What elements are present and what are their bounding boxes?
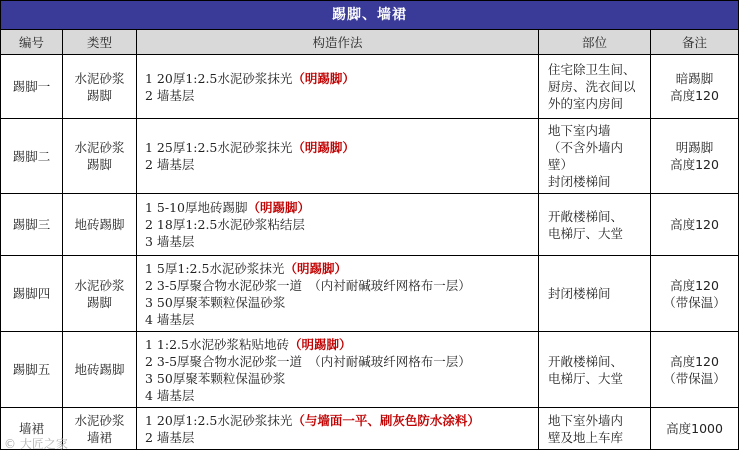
method-step (145, 233, 538, 250)
location-line: 电梯厅、大堂 (548, 370, 624, 386)
method-step (145, 199, 538, 216)
location-line: 开敞楼梯间、 (548, 353, 624, 369)
row-location (539, 408, 651, 450)
row-remark (651, 332, 739, 408)
row-type-line: 地砖踢脚 (74, 217, 125, 232)
row-type-line: 水泥砂浆 (74, 140, 125, 155)
location-line: 地下室内墙 (548, 123, 611, 138)
method-step-text: 2 墙基层 (145, 87, 195, 103)
table-row (1, 408, 739, 450)
method-step-text: 1 25厚1:2.5水泥砂浆抹光 (145, 140, 293, 155)
row-location (539, 55, 651, 119)
method-step-text: 2 18厚1:2.5水泥砂浆粘结层 (145, 217, 305, 232)
method-step-text: 2 墙基层 (145, 429, 195, 445)
method-step (145, 216, 538, 233)
row-remark (651, 55, 739, 119)
row-method (137, 194, 539, 256)
method-step (145, 387, 538, 404)
row-method (137, 332, 539, 408)
row-type-line: 踢脚 (86, 87, 112, 103)
row-code: 踢脚三 (1, 194, 63, 256)
row-location (539, 256, 651, 332)
method-step (145, 370, 538, 387)
method-step-text: 1 5-10厚地砖踢脚 (145, 200, 248, 215)
row-type (63, 55, 137, 119)
header-type: 类型 (63, 30, 137, 55)
header-remark: 备注 (651, 30, 739, 55)
method-step-note: （明踢脚） (284, 260, 347, 276)
row-location (539, 332, 651, 408)
method-step-text: 2 3-5厚聚合物水泥砂浆一道 （内衬耐碱玻纤网格布一层） (145, 353, 471, 369)
method-step-text: 4 墙基层 (145, 387, 195, 403)
method-step (145, 429, 538, 446)
table-body (1, 55, 739, 450)
method-step (145, 311, 538, 328)
row-type-line: 墙裙 (86, 429, 112, 445)
method-step-note: （明踢脚） (247, 200, 311, 215)
row-type (63, 408, 137, 450)
location-line: 封闭楼梯间 (548, 286, 611, 301)
row-type-line: 水泥砂浆 (74, 277, 125, 293)
remark-line: （带保温） (663, 294, 726, 310)
method-step (145, 260, 538, 277)
location-line: 开敞楼梯间、 (548, 208, 624, 224)
row-code: 踢脚二 (1, 119, 63, 194)
method-step-text: 4 墙基层 (145, 311, 195, 327)
location-line: （不含外墙内 (548, 140, 624, 155)
row-location (539, 119, 651, 194)
method-step-text: 3 50厚聚苯颗粒保温砂浆 (145, 294, 286, 310)
row-method (137, 408, 539, 450)
method-step (145, 294, 538, 311)
header-code: 编号 (1, 30, 63, 55)
method-step (145, 156, 538, 173)
method-step (145, 139, 538, 156)
method-step-text: 2 3-5厚聚合物水泥砂浆一道 （内衬耐碱玻纤网格布一层） (145, 277, 471, 293)
remark-line: 高度120 (670, 353, 719, 369)
remark-line: （带保温） (663, 370, 726, 386)
remark-line: 明踢脚 (675, 140, 714, 155)
row-type-line: 水泥砂浆 (74, 412, 125, 428)
header-location: 部位 (539, 30, 651, 55)
row-type-line: 地砖踢脚 (74, 362, 125, 377)
location-line: 外的室内房间 (548, 96, 624, 111)
remark-line: 高度120 (670, 157, 719, 172)
table-row (1, 332, 739, 408)
location-line: 地下室外墙内 (548, 412, 624, 428)
method-step-text: 1 1:2.5水泥砂浆粘贴地砖 (145, 336, 289, 352)
location-line: 电梯厅、大堂 (548, 225, 624, 241)
method-step (145, 336, 538, 353)
method-step-text: 3 50厚聚苯颗粒保温砂浆 (145, 370, 286, 386)
method-step-note: （明踢脚） (292, 140, 355, 155)
method-step (145, 87, 538, 104)
remark-line: 高度120 (670, 87, 719, 103)
row-type (63, 119, 137, 194)
location-line: 壁及地上车库 (548, 429, 624, 445)
row-code: 踢脚四 (1, 256, 63, 332)
location-line: 厨房、洗衣间以 (548, 79, 636, 94)
location-line: 壁） (548, 157, 574, 172)
table-row (1, 55, 739, 119)
watermark: © 大匠之家 (4, 437, 68, 451)
row-code: 墙裙 (1, 408, 63, 450)
header-method: 构造作法 (137, 30, 539, 55)
method-step-text: 2 墙基层 (145, 157, 195, 172)
row-method (137, 119, 539, 194)
row-type (63, 332, 137, 408)
method-step-note: （明踢脚） (288, 336, 352, 352)
location-line: 封闭楼梯间 (548, 174, 611, 189)
row-location (539, 194, 651, 256)
method-step-note: （明踢脚） (292, 70, 355, 86)
table-row (1, 256, 739, 332)
table-row (1, 119, 739, 194)
remark-line: 高度120 (670, 277, 719, 293)
row-method (137, 55, 539, 119)
method-step-text: 1 5厚1:2.5水泥砂浆抹光 (145, 260, 285, 276)
method-step (145, 412, 538, 429)
method-step-text: 1 20厚1:2.5水泥砂浆抹光 (145, 412, 293, 428)
row-type-line: 踢脚 (86, 294, 112, 310)
row-code: 踢脚一 (1, 55, 63, 119)
row-remark (651, 256, 739, 332)
method-step-note: （与墙面一平、刷灰色防水涂料） (292, 412, 480, 428)
remark-line: 高度120 (670, 217, 719, 232)
row-remark (651, 119, 739, 194)
table-row (1, 194, 739, 256)
method-step (145, 277, 538, 294)
row-type-line: 水泥砂浆 (74, 70, 125, 86)
method-step-text: 1 20厚1:2.5水泥砂浆抹光 (145, 70, 293, 86)
row-code: 踢脚五 (1, 332, 63, 408)
method-step (145, 70, 538, 87)
row-type-line: 踢脚 (86, 157, 112, 172)
row-remark (651, 408, 739, 450)
row-type (63, 256, 137, 332)
row-method (137, 256, 539, 332)
row-remark (651, 194, 739, 256)
table-title: 踢脚、墙裙 (1, 1, 739, 30)
method-step-text: 3 墙基层 (145, 234, 195, 249)
location-line: 住宅除卫生间、 (548, 62, 636, 77)
remark-line: 高度1000 (666, 421, 723, 436)
row-type (63, 194, 137, 256)
remark-line: 暗踢脚 (675, 70, 714, 86)
method-step (145, 353, 538, 370)
